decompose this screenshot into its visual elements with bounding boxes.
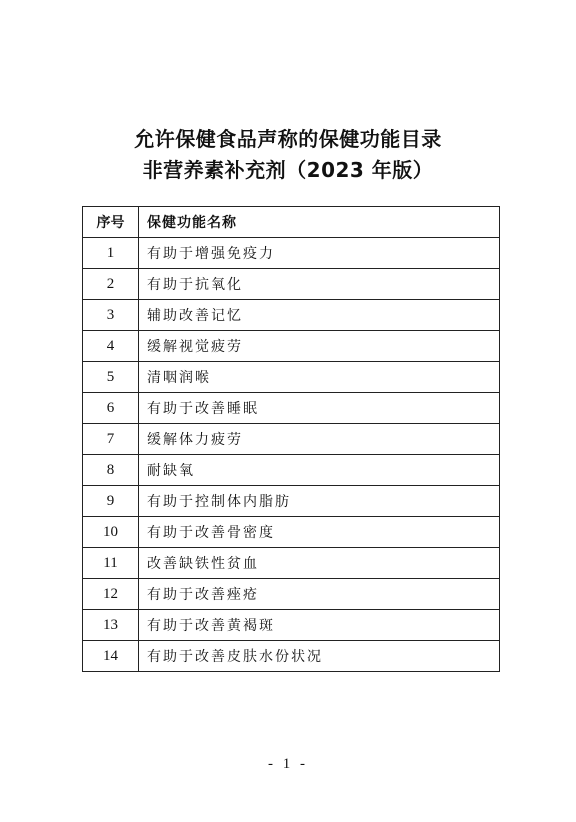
row-number: 5	[83, 362, 139, 393]
function-name: 有助于增强免疫力	[139, 238, 500, 269]
table-row	[83, 393, 500, 424]
row-number: 8	[83, 455, 139, 486]
row-number: 11	[83, 548, 139, 579]
health-function-table	[82, 206, 500, 672]
table-row	[83, 331, 500, 362]
function-name: 有助于改善黄褐斑	[139, 610, 500, 641]
page-number: - 1 -	[268, 756, 308, 772]
function-name: 耐缺氧	[139, 455, 500, 486]
table-row	[83, 424, 500, 455]
table-row	[83, 579, 500, 610]
row-number: 14	[83, 641, 139, 672]
table-row	[83, 269, 500, 300]
function-name: 辅助改善记忆	[139, 300, 500, 331]
row-number: 3	[83, 300, 139, 331]
table-row	[83, 548, 500, 579]
table-row	[83, 455, 500, 486]
function-name: 清咽润喉	[139, 362, 500, 393]
document-title: 允许保健食品声称的保健功能目录	[134, 127, 442, 151]
table-row	[83, 486, 500, 517]
function-name: 改善缺铁性贫血	[139, 548, 500, 579]
row-number: 9	[83, 486, 139, 517]
function-name: 缓解体力疲劳	[139, 424, 500, 455]
table-row	[83, 362, 500, 393]
table-header-row	[83, 207, 500, 238]
table-row	[83, 238, 500, 269]
row-number: 10	[83, 517, 139, 548]
function-name: 有助于改善皮肤水份状况	[139, 641, 500, 672]
table-row	[83, 517, 500, 548]
table-row	[83, 300, 500, 331]
function-name: 有助于改善骨密度	[139, 517, 500, 548]
column-header-seq: 序号	[83, 207, 139, 238]
row-number: 12	[83, 579, 139, 610]
function-name: 缓解视觉疲劳	[139, 331, 500, 362]
table-row	[83, 610, 500, 641]
row-number: 4	[83, 331, 139, 362]
function-name: 有助于控制体内脂肪	[139, 486, 500, 517]
function-name: 有助于改善痤疮	[139, 579, 500, 610]
row-number: 13	[83, 610, 139, 641]
function-name: 有助于抗氧化	[139, 269, 500, 300]
row-number: 1	[83, 238, 139, 269]
row-number: 7	[83, 424, 139, 455]
column-header-name: 保健功能名称	[139, 207, 500, 238]
function-name: 有助于改善睡眠	[139, 393, 500, 424]
row-number: 6	[83, 393, 139, 424]
document-subtitle: 非营养素补充剂（2023 年版）	[142, 158, 434, 182]
table-row	[83, 641, 500, 672]
row-number: 2	[83, 269, 139, 300]
